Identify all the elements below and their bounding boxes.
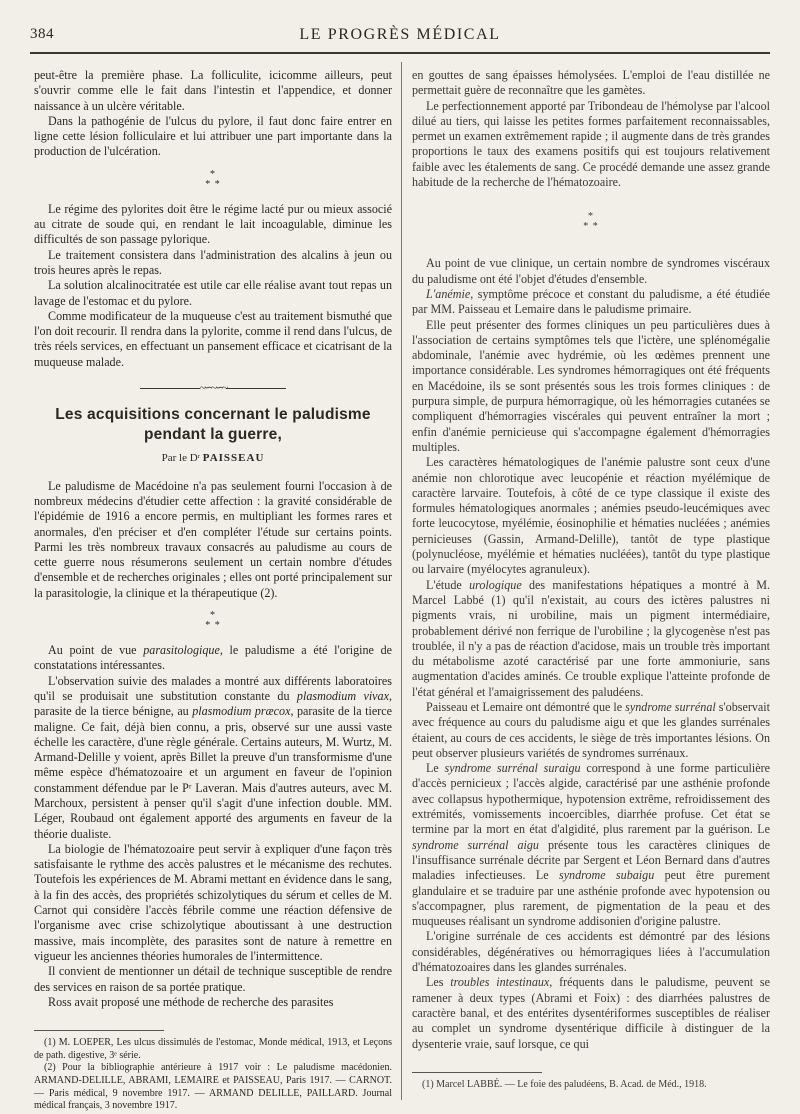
text-run: Au point de vue xyxy=(48,643,144,658)
article-byline xyxy=(34,451,392,466)
text-run: présente tous les caractères cliniques de l'insuffisance surrénale décrite par Sergent et Léon Bernard dans d'autres maladies infectieuses. Le xyxy=(412,837,771,883)
italic-term: syndrome surrénal suraigu xyxy=(444,761,581,776)
paragraph: Les caractères hématologiques de l'anémie palustre sont ceux d'une anémie non chlorotique avec leucopénie et réaction myélémique de caractère larvaire. Toutefois, à côté de ce type classique il existe des formules hématologiques anormales ; anémies pseudo-leucémiques avec forte leucocytose, myélémie, éosinophilie et hématies nucléées ; anémies pernicieuses (Gassin, Armand-Delille), tantôt de type plastique (polynucléose, myélémie et hématies nucléées), tantôt du type plastique ou larvaire (myélocytes agranuleux). xyxy=(412,455,770,577)
asterism: * * * xyxy=(205,168,221,190)
text-run: L'observation suivie des malades a montré aux différents laboratoires qu'il se produisait une substitution constante du xyxy=(34,673,392,703)
text-run: , parasite de la tierce bénigne, au xyxy=(34,688,392,719)
page-header xyxy=(0,0,800,56)
text-run: correspond à une forme particulière d'accès pernicieux ; l'accès algide, caractérisé par une asthénie profonde avec collapsus hypothermique, hypotension extrême, refroidissement des extrémités, vomissements incoercibles, diarrhée profuse. Cet état se termine par la mort en état d'algidité, plus rarement par la guérison. Le xyxy=(412,761,770,837)
text-run: s'observait avec fréquence au cours du paludisme aigu et que les glandes surrénales étaient, au cours de ces accidents, le siège de très importantes lésions. On peut observer plusieurs variétés de syndromes surrénaux. xyxy=(412,699,770,760)
paragraph: La solution alcalinocitratée est utile car elle réalise avant tout repas un lavage de l'estomac et du pylore. xyxy=(34,278,392,308)
paragraph: Elle peut présenter des formes cliniques un peu particulières dues à l'association de certains symptômes tels que l'ictère, une splénomégalie abdominale, l'anémie avec hydrémie, où les œdèmes prennent une importance considérable. Les syndromes hémorragiques ont été fréquents en Macédoine, ils se sont présentés sous les trois formes cliniques : de purpura simple, de purpura hémorragique, où les hémorragies cutanées se compliquent d'hémorragies viscérales qui peuvent entraîner la mort ; enfin d'anémie pernicieuse qui s'accompagne également d'hémorragies multiples. xyxy=(412,317,770,454)
footnote: (1) Marcel LABBÉ. — Le foie des paludéens, B. Acad. de Méd., 1918. xyxy=(422,1078,707,1090)
asterism: * * * xyxy=(205,610,221,632)
section-separator-ornament: ~∽~∽~ xyxy=(34,381,392,396)
paragraph: Le traitement consistera dans l'administration des alcalins à jeun ou trois heures après le repas. xyxy=(34,247,392,277)
paragraph: Dans la pathogénie de l'ulcus du pylore, il faut donc faire entrer en ligne cette lésion folliculaire et lui attribuer une part importante dans la production de l'ulcération. xyxy=(34,113,392,159)
header-rule xyxy=(30,52,770,54)
text-run: Paisseau et Lemaire ont démontré que le xyxy=(426,699,626,714)
paragraph xyxy=(412,700,770,761)
italic-term: syndrome surrénal aigu xyxy=(412,837,539,852)
text-run: peut être purement glandulaire et se traduire par une asthénie profonde avec hypotension ou s'accompagner, plus rarement, de pigmentation de la peau et des muqueuses réalisant un syndrome addisonien d'origine palustre. xyxy=(412,868,770,929)
italic-term: plasmodium vivax xyxy=(296,688,389,703)
footnotes xyxy=(412,1079,770,1092)
italic-term: urologique xyxy=(469,577,522,592)
text-run: , parasite de la tierce maligne. Ce fait, déjà bien connu, a pris, observé sur une aussi vaste échelle les caractère, d'une règle générale. Certains auteurs, M. Wurtz, M. Armand-Delille y voient, après Billet la preuve d'un transformisme d'une même espèce d'hématozoaire et un argument en faveur de l'opinion constamment défendue par le Pʳ Laveran. Mais d'autres auteurs, avec M. Marchoux, persistent à penser qu'il s'agit d'une infection double. MM. Léger, Roubaud ont également apporté des arguments en faveur de la théorie dualiste. xyxy=(34,704,392,841)
left-column xyxy=(34,68,392,1112)
text-run: , fréquents dans le paludisme, peuvent se ramener à deux types (Abrami et Foix) : des diarrhées palustres de caractère banal, et des entérites dysentériformes susceptibles de réaliser au complet un syndrome dysentérique difficile à distinguer de la dysenterie vraie, sauf lorsque, ce qui xyxy=(412,975,770,1051)
italic-term: syndrome surrénal xyxy=(625,699,716,714)
paragraph: en gouttes de sang épaisses hémolysées. L'emploi de l'eau distillée ne permettait guère de reconnaître que les gamètes. xyxy=(412,68,770,98)
paragraph: Le perfectionnement apporté par Tribondeau de l'hémolyse par l'alcool dilué au tiers, qui laisse les petites formes parfaitement reconnaissables, permet un examen extrêmement rapide ; il augmente dans de très grandes proportions le taux des examens positifs qui est toujours relativement faible avec les étalements de sang. Ce procédé demande une assez grande habitude de la recherche de l'hématozoaire. xyxy=(412,98,770,190)
paragraph: Comme modificateur de la muqueuse c'est au traitement bismuthé que l'on doit recourir. Il rendra dans la pylorite, comme il rend dans l'ulcus, de très réels services, en effectuant un pansement efficace et cicatrisant de la muqueuse malade. xyxy=(34,308,392,369)
paragraph: L'origine surrénale de ces accidents est démontré par des lésions considérables, dégénératives ou hémorragiques liées à l'accumulation d'hématozoaires dans les glandes surrénales. xyxy=(412,929,770,975)
paragraph xyxy=(412,761,770,929)
paragraph: Ross avait proposé une méthode de recherche des parasites xyxy=(48,994,334,1009)
italic-term: syndrome subaigu xyxy=(558,868,655,883)
paragraph: peut-être la première phase. La folliculite, icicomme ailleurs, peut s'ouvrir comme elle le fait dans l'intestin et l'appendice, et donner naissance à un ulcère véritable. xyxy=(34,68,392,113)
paragraph: Il convient de mentionner un détail de technique susceptible de rendre des services en raison de sa portée pratique. xyxy=(34,964,392,994)
byline-author: PAISSEAU xyxy=(202,452,265,465)
text-run: Les xyxy=(426,975,451,990)
column-divider xyxy=(401,62,402,1100)
text-run: des manifestations hépatiques a montré à M. Marcel Labbé (1) qu'il n'existait, au cours des ictères palustres ni pigments vrais, ni urobiline, mais un pigment intermédiaire, probablement dérivé non ferrique de l'urobiline ; la glycogenèse n'est pas troublée, il n'y a pas de réaction d'acidose, mais un trouble très important du métabolisme azoté caractérisé par une forte ammoniurie, sans augmentation d'acides aminés. Ce trouble explique l'atteinte profonde de l'état général et l'amaigrissement des paludéens. xyxy=(412,577,770,699)
paragraph xyxy=(412,975,770,1051)
paragraph xyxy=(412,287,770,318)
paragraph: Au point de vue clinique, un certain nombre de syndromes viscéraux du paludisme ont été l'objet d'études d'ensemble. xyxy=(412,256,770,286)
footnote-rule xyxy=(412,1072,542,1073)
right-column xyxy=(412,68,770,1100)
italic-term: troubles intestinaux xyxy=(450,975,550,990)
text-run: L'étude xyxy=(426,577,470,592)
asterism: * * * xyxy=(583,211,599,233)
footnote: (2) Pour la bibliographie antérieure à 1917 voir : Le paludisme macédonien. ARMAND-DELILLE, ABRAMI, LEMAIRE et PAISSEAU, Paris 1917. — CARNOT. — Paris médical, 9 novembre 1917. — ARMAND DELILLE, PAILLARD. Journal médical français, 3 novembre 1917. xyxy=(34,1062,392,1112)
italic-term: parasitologique xyxy=(143,643,220,658)
text-run: Le xyxy=(426,761,445,776)
paragraph xyxy=(34,643,392,674)
text-run: , symptôme précoce et constant du paludisme, a été étudiée par MM. Paisseau et Lemaire dans le paludisme primaire. xyxy=(412,286,770,317)
running-head: LE PROGRÈS MÉDICAL xyxy=(299,26,501,43)
byline-prefix: Par le Dʳ xyxy=(161,452,201,465)
article-title: Les acquisitions concernant le paludisme pendant la guerre, xyxy=(55,406,371,444)
footnotes xyxy=(34,1037,392,1113)
italic-term: plasmodium præcox xyxy=(192,704,291,719)
paragraph: Le paludisme de Macédoine n'a pas seulement fourni l'occasion à de nombreux médecins d'étudier cette affection : la gravité considérable de l'épidémie de 1916 a encore permis, en multipliant les formes rares et anormales, d'en préciser et d'en compléter l'étude sur certains points. Parmi les très nombreux travaux consacrés au paludisme au cours de cette guerre nous résumerons seulement un certain nombre d'études d'ensemble et de recherches originales ; elles ont porté principalement sur la parasitologie, la clinique et la thérapeutique (2). xyxy=(34,478,392,600)
page-number: 384 xyxy=(30,26,54,42)
paragraph: La biologie de l'hématozoaire peut servir à expliquer d'une façon très satisfaisante le rythme des accès palustres et le mécanisme des rechutes. Toutefois les expériences de M. Abrami mettant en évidence dans le sang, à la fin des accès, des propriétés schizolytiques du sérum et celles de M. Carnot qui considère l'accès fébrile comme une réaction défensive de l'organisme avec crise schizolytique aboutissant à une destruction massive, mais incomplète, des parasites sont de nature à remettre en vigueur les anciennes théories humorales de l'intermittence. xyxy=(34,841,392,963)
footnote-rule xyxy=(34,1030,164,1031)
italic-term: L'anémie xyxy=(426,286,471,301)
paragraph: Le régime des pylorites doit être le régime lacté pur ou mieux associé au citrate de soude qui, en rendant le lait incoagulable, diminue les difficultés de son passage pylorique. xyxy=(34,201,392,247)
footnote: (1) M. LOEPER, Les ulcus dissimulés de l'estomac, Monde médical, 1913, et Leçons de path. digestive, 3ᵉ série. xyxy=(34,1037,392,1061)
paragraph xyxy=(412,578,770,700)
text-run: , le paludisme a été l'origine de constatations intéressantes. xyxy=(34,643,392,673)
paragraph xyxy=(34,674,392,842)
